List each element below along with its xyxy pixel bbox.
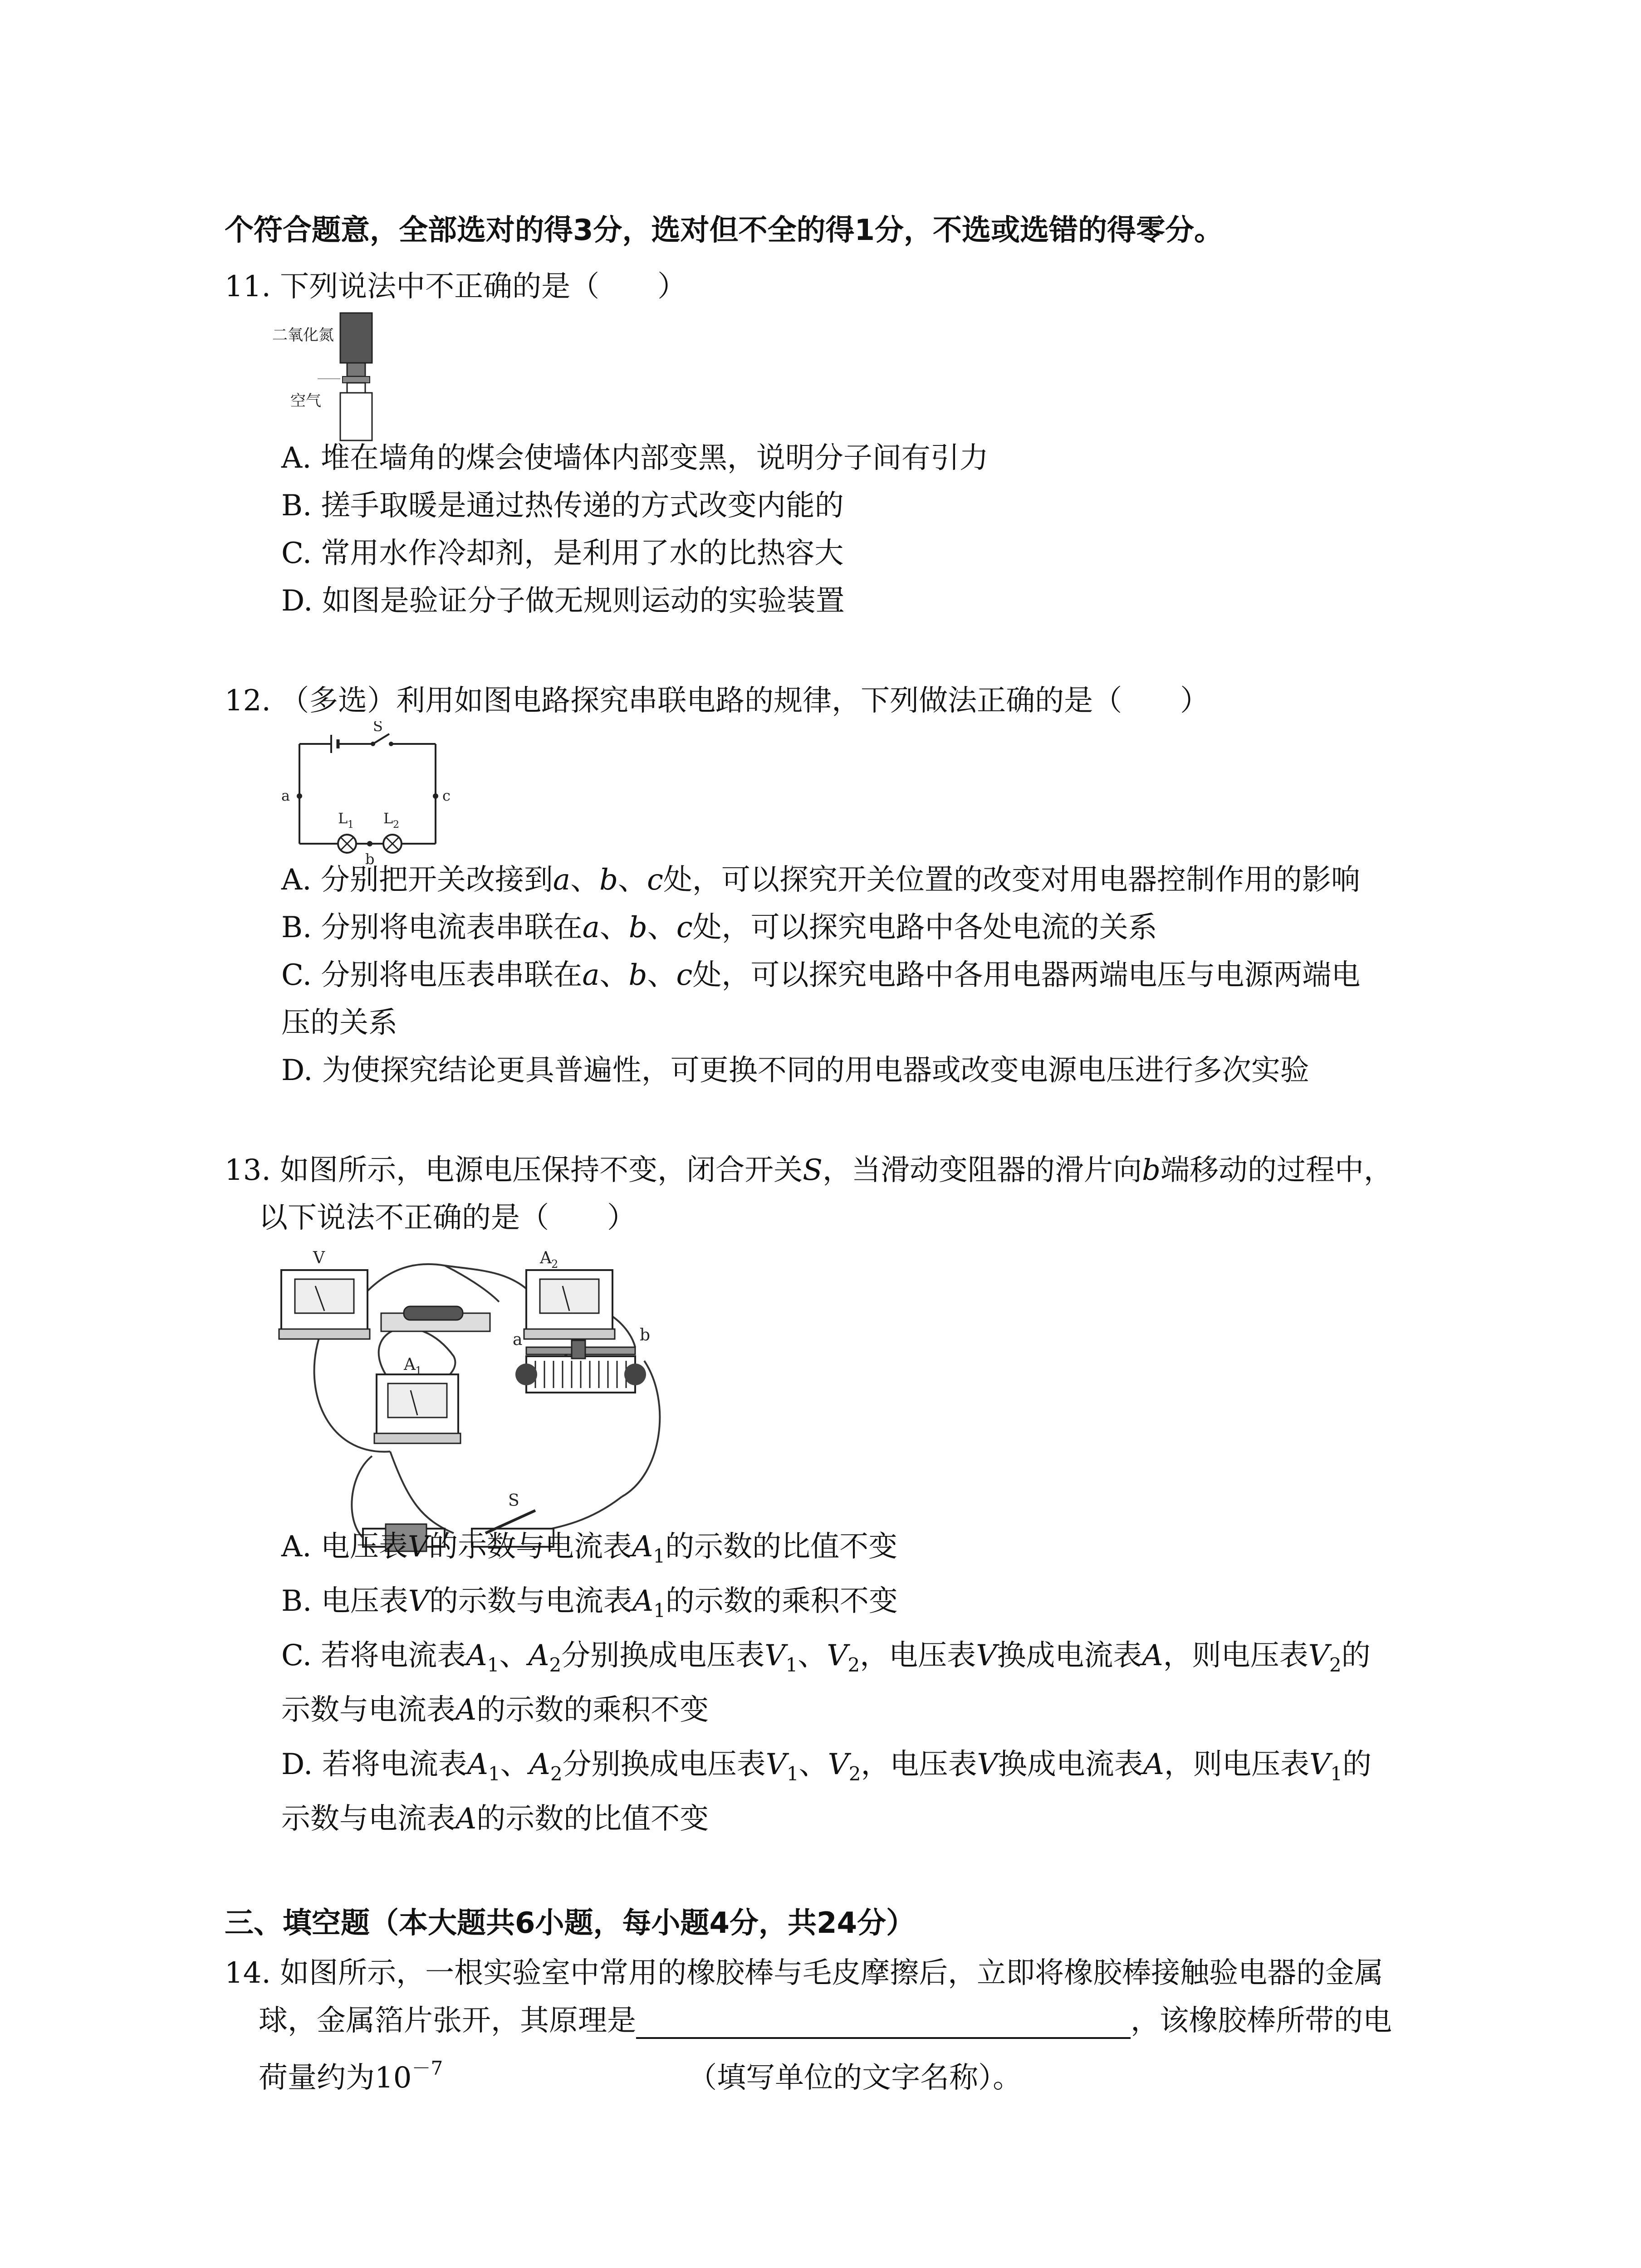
q12-option-c-cont: 压的关系 <box>281 1006 397 1040</box>
q13-option-c: C. 若将电流表$A_1$、$A_2$分别换成电压表$V_1$、$V_2$，电压表V换成电流表A，则电压表$V_2$的 <box>281 1639 1371 1676</box>
q13-stem-line1: 13. 如图所示，电源电压保持不变，闭合开关S，当滑动变阻器的滑片向b端移动的过程中， <box>225 1154 1393 1187</box>
q12-label-s: S <box>373 721 383 735</box>
q13-option-a: A. 电压表V的示数与电流表$A_1$的示数的比值不变 <box>281 1530 898 1567</box>
q14-unit-blank[interactable] <box>443 2063 688 2096</box>
q13-label-a2: A <box>540 1249 552 1267</box>
q13-stem-line2: 以下说法不正确的是（ ） <box>259 1201 636 1235</box>
q12-label-c: c <box>442 787 451 804</box>
q12-option-d: D. 为使探究结论更具普遍性，可更换不同的用电器或改变电源电压进行多次实验 <box>281 1054 1309 1087</box>
q14-line3: 荷量约为$10^{-7}$ （填写单位的文字名称）。 <box>259 2050 1022 2096</box>
q13-label-a1-sub: 1 <box>415 1364 422 1377</box>
q12-circuit-diagram <box>272 721 463 866</box>
q11-option-d: D. 如图是验证分子做无规则运动的实验装置 <box>281 584 845 618</box>
q13-label-b: b <box>640 1326 651 1344</box>
q11-stem: 11. 下列说法中不正确的是（ ） <box>225 270 687 303</box>
q12-label-l1-sub: 1 <box>348 819 354 831</box>
q12-option-c: C. 分别将电压表串联在a、b、c处，可以探究电路中各用电器两端电压与电源两端电 <box>281 958 1361 992</box>
q13-option-d: D. 若将电流表$A_1$、$A_2$分别换成电压表$V_1$、$V_2$，电压表V换成电流表A，则电压表$V_1$的 <box>281 1748 1372 1785</box>
q12-stem: 12. （多选）利用如图电路探究串联电路的规律，下列做法正确的是（ ） <box>225 684 1210 718</box>
q14-answer-blank[interactable] <box>636 2005 1131 2039</box>
q13-option-d-cont: 示数与电流表A的示数的比值不变 <box>281 1802 709 1836</box>
q12-label-a: a <box>281 787 290 804</box>
q12-option-b: B. 分别将电流表串联在a、b、c处，可以探究电路中各处电流的关系 <box>281 911 1157 944</box>
q13-circuit-photo <box>272 1238 681 1565</box>
q14-line1: 14. 如图所示，一根实验室中常用的橡胶棒与毛皮摩擦后，立即将橡胶棒接触验电器的金属 <box>225 1956 1384 1990</box>
q11-label-air: 空气 <box>290 392 321 410</box>
q12-option-a: A. 分别把开关改接到a、b、c处，可以探究开关位置的改变对用电器控制作用的影响 <box>281 863 1360 897</box>
q11-option-a: A. 堆在墙角的煤会使墙体内部变黑，说明分子间有引力 <box>281 441 989 475</box>
q13-label-v: V <box>313 1249 325 1267</box>
q13-option-b: B. 电压表V的示数与电流表$A_1$的示数的乘积不变 <box>281 1584 898 1622</box>
q13-label-a1: A <box>404 1355 416 1374</box>
q12-label-l2-sub: 2 <box>393 819 399 831</box>
q12-label-b: b <box>365 850 375 866</box>
q11-option-c: C. 常用水作冷却剂，是利用了水的比热容大 <box>281 537 844 570</box>
q11-figure <box>272 308 417 445</box>
q13-label-a: a <box>513 1330 523 1349</box>
q13-label-s: S <box>508 1491 519 1510</box>
q12-label-l1: L <box>338 810 348 827</box>
q13-label-a2-sub: 2 <box>551 1258 558 1271</box>
q11-label-no2: 二氧化氮 <box>272 326 334 344</box>
section-note: 个符合题意，全部选对的得3分，选对但不全的得1分，不选或选错的得零分。 <box>225 214 1224 247</box>
section-3-title: 三、填空题（本大题共6小题，每小题4分，共24分） <box>225 1906 916 1940</box>
q13-option-c-cont: 示数与电流表A的示数的乘积不变 <box>281 1693 709 1727</box>
q14-line2: 球，金属箔片张开，其原理是 ，该橡胶棒所带的电 <box>259 2003 1392 2039</box>
q11-option-b: B. 搓手取暖是通过热传递的方式改变内能的 <box>281 489 844 523</box>
q12-label-l2: L <box>383 810 393 827</box>
